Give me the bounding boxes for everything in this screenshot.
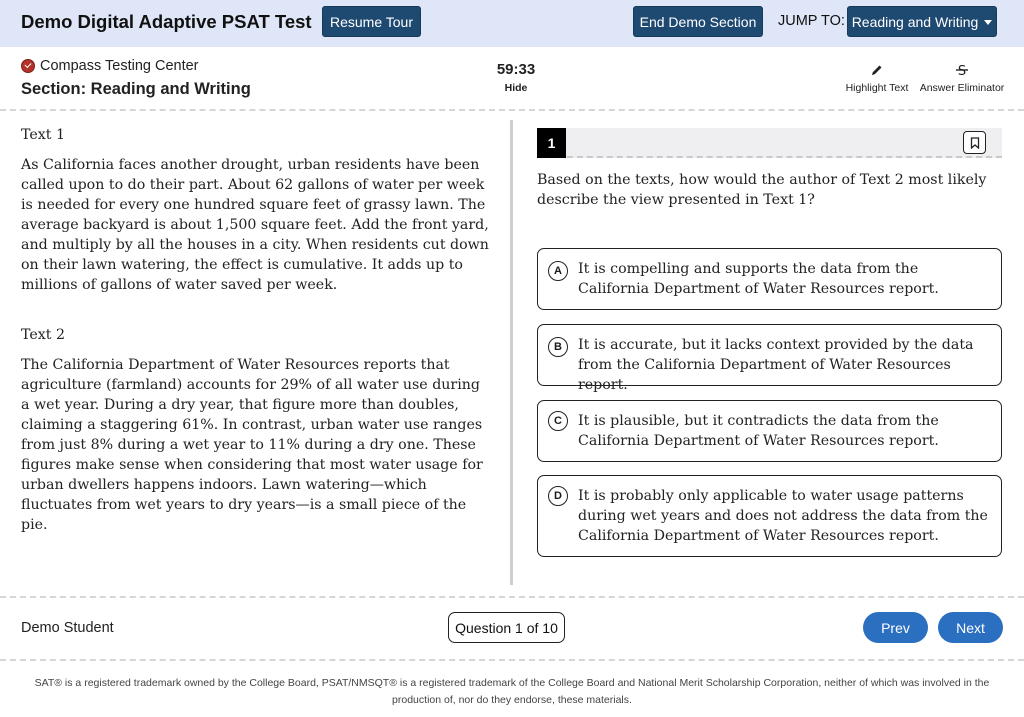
choice-text: It is accurate, but it lacks context provided by the data from the California Department of Water Resources report. [578,337,974,393]
choice-text: It is compelling and supports the data from the California Department of Water Resources report. [578,261,939,297]
question-navigator-button[interactable]: Question 1 of 10 [448,612,565,643]
text2-label: Text 2 [21,327,65,343]
countdown-timer: 59:33 [496,61,536,78]
footer-divider-top [0,596,1024,598]
svg-text:S: S [957,64,967,78]
strikethrough-s-icon [955,62,969,78]
text1-label: Text 1 [21,127,65,143]
question-prompt: Based on the texts, how would the author of Text 2 most likely describe the view presented in Text 1? [537,172,987,208]
chevron-down-icon [984,20,992,25]
panel-resize-divider[interactable] [510,120,513,585]
answer-choice-a[interactable] [537,248,1002,310]
resume-tour-button[interactable]: Resume Tour [322,6,421,37]
app-title: Demo Digital Adaptive PSAT Test [21,11,312,32]
choice-letter: B [548,337,568,357]
choice-letter: D [548,486,568,506]
prev-button[interactable]: Prev [863,612,928,643]
answer-eliminator-tool[interactable] [918,62,1006,94]
section-title: Section: Reading and Writing [21,80,251,98]
jump-to-selected: Reading and Writing [851,13,979,30]
end-section-button[interactable]: End Demo Section [633,6,763,37]
pencil-icon [870,62,884,78]
hide-timer-button[interactable]: Hide [504,82,528,94]
bookmark-button[interactable] [963,131,986,154]
highlight-text-tool[interactable] [842,62,912,94]
testing-center-name: Compass Testing Center [40,58,199,74]
answer-choice-d[interactable] [537,475,1002,557]
jump-to-label: JUMP TO: [778,13,845,29]
choice-letter: C [548,411,568,431]
answer-choice-c[interactable] [537,400,1002,462]
next-button[interactable]: Next [938,612,1003,643]
text2-body: The California Department of Water Resources reports that agriculture (farmland) accounts for 29% of all water use during a wet year. During a dry year, that figure more than doubles, claiming a staggering 61%. In contrast, urban water use ranges from just 8% during a wet year to 11% during a dry one. These figures make sense when considering that most water usage for urban dwellers happens indoors. Lawn watering—which fluctuates from wet years to dry years—is a small piece of the pie. [21,357,483,533]
trademark-notice: SAT® is a registered trademark owned by the College Board, PSAT/NMSQT® is a registered trademark of the College Board and National Merit Scholarship Corporation, neither of which was involved in the production of, nor do they endorse, these materials. [34,677,990,706]
jump-to-dropdown[interactable] [847,6,997,37]
top-header-bar [0,0,1024,47]
answer-eliminator-label: Answer Eliminator [919,82,1005,94]
highlight-text-label: Highlight Text [845,82,909,94]
header-divider [0,109,1024,111]
testing-center-logo-icon [21,59,35,73]
bookmark-icon [970,137,980,149]
footer-divider-bottom [0,659,1024,661]
choice-letter: A [548,261,568,281]
passage-panel [21,125,489,565]
question-header [537,128,1002,158]
choice-text: It is probably only applicable to water usage patterns during wet years and does not address the data from the California Department of Water Resources report. [578,488,988,544]
question-number: 1 [537,128,566,158]
text1-body: As California faces another drought, urban residents have been called upon to do their part. About 62 gallons of water per week is needed for every one hundred square feet of grassy lawn. The average backyard is about 1,500 square feet. Add the front yard, and multiply by all the houses in a city. When residents cut down on their lawn watering, the effect is cumulative. It adds up to millions of gallons of water saved per week. [21,157,489,293]
answer-choice-b[interactable] [537,324,1002,393]
choice-text: It is plausible, but it contradicts the data from the California Department of Water Resources report. [578,413,939,449]
student-name: Demo Student [21,620,114,636]
